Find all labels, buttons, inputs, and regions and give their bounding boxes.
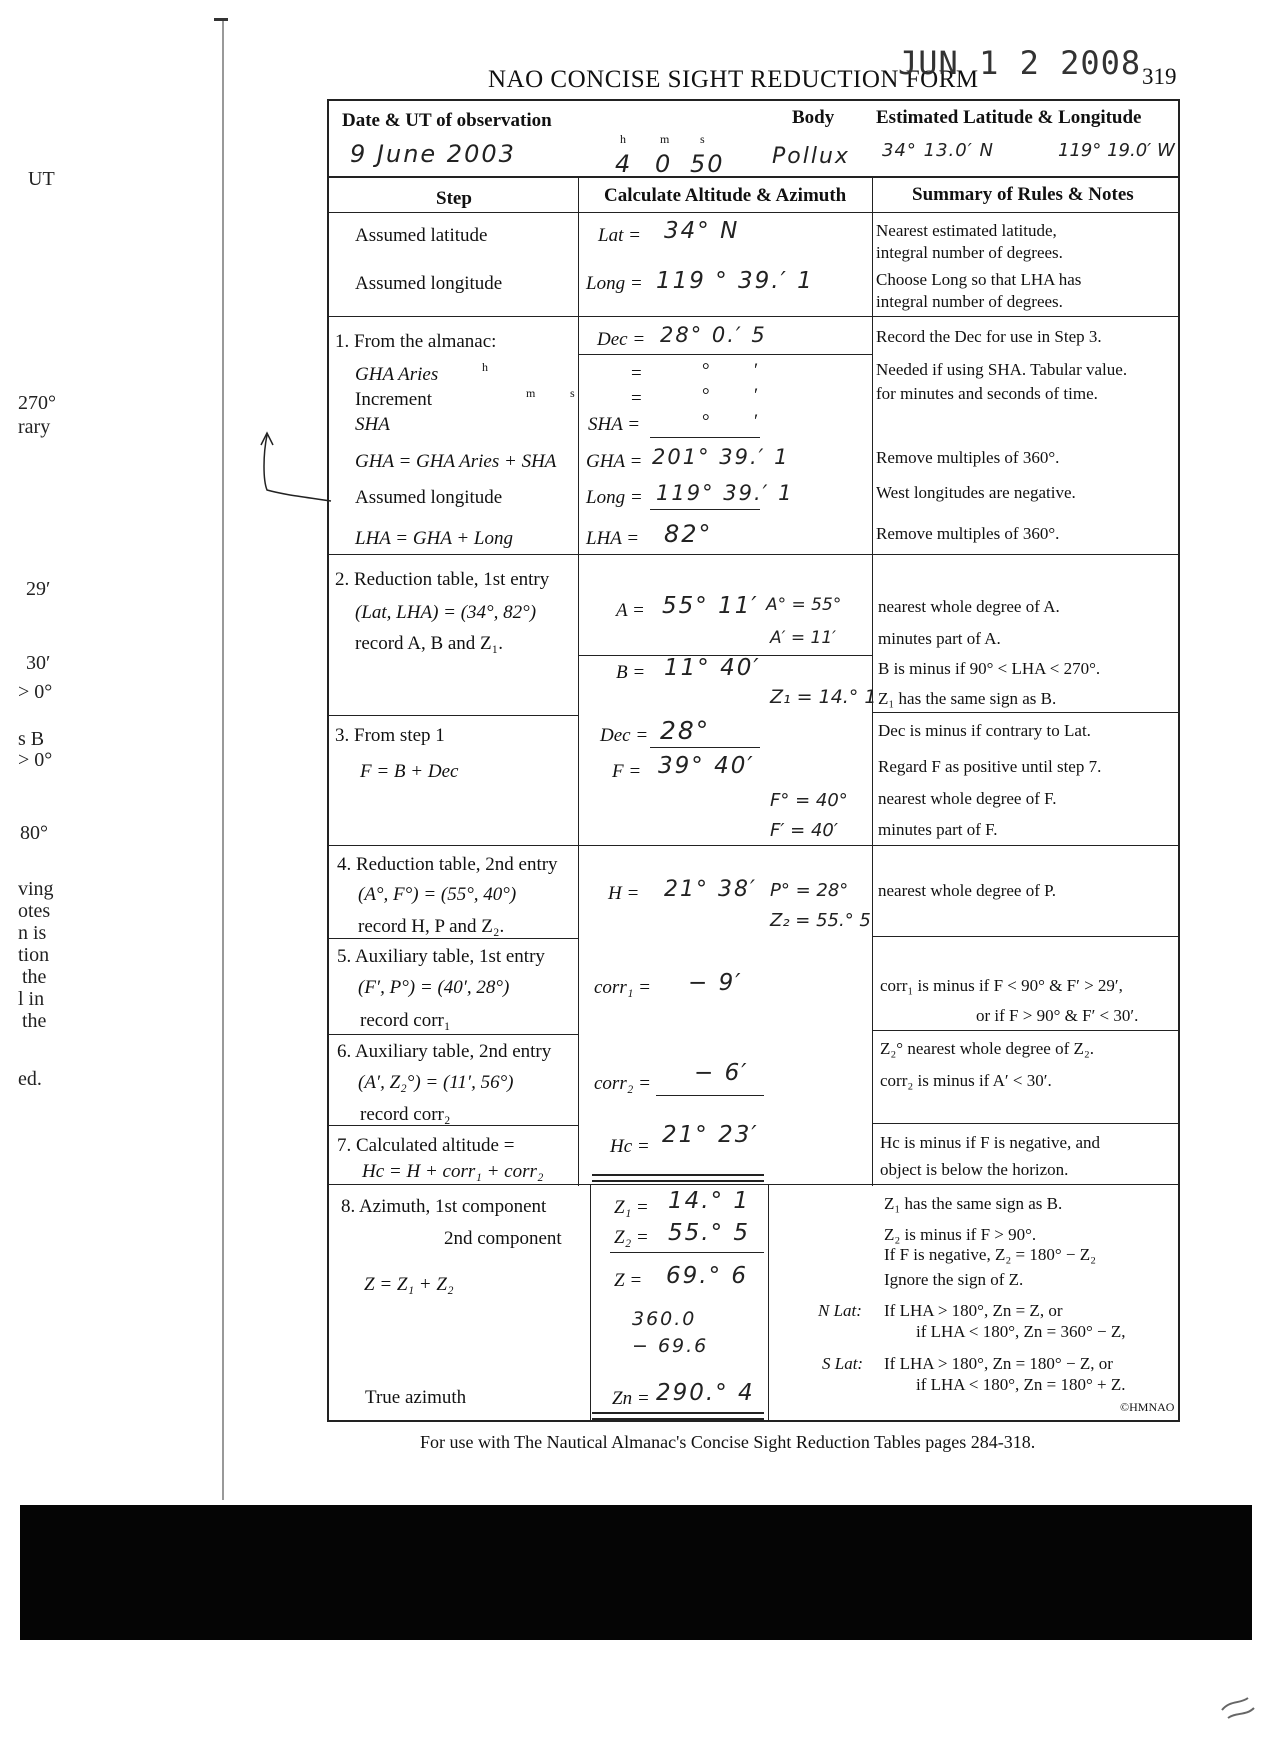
- sum-underline: [656, 1095, 764, 1096]
- rule-text: nearest whole degree of A.: [878, 597, 1060, 616]
- step6-entry: (A′, Z₂°) = (11′, 56°): [358, 1072, 514, 1093]
- corr2-value: − 6′: [694, 1060, 749, 1086]
- handwritten-arrow-icon: [255, 425, 335, 505]
- grid-line: [327, 938, 578, 939]
- body-label: Body: [792, 107, 835, 128]
- gha-aries-label: GHA Aries: [355, 364, 439, 385]
- step4-title: 4. Reduction table, 2nd entry: [337, 854, 558, 875]
- sha-label: SHA: [355, 414, 390, 435]
- corr2-eq: corr₂ =: [594, 1073, 651, 1094]
- rule-text: Z₁ has the same sign as B.: [878, 689, 1057, 708]
- assumed-longitude-label: Assumed longitude: [355, 487, 503, 508]
- a-degree: A° = 55°: [766, 595, 842, 615]
- rule-text: nearest whole degree of P.: [878, 881, 1056, 900]
- grid-line: [578, 176, 579, 1186]
- step2-entry: (Lat, LHA) = (34°, 82°): [355, 602, 537, 623]
- grid-line: [590, 1184, 591, 1422]
- date-stamp: JUN 1 2 2008: [898, 44, 1142, 82]
- total-double-underline: [592, 1174, 764, 1182]
- rule-text: corr₂ is minus if A′ < 30′.: [880, 1071, 1052, 1090]
- grid-line: [327, 715, 578, 716]
- date-value: 9 June 2003: [350, 140, 516, 168]
- eq-sign: =: [631, 363, 642, 384]
- sum-underline: [650, 747, 760, 748]
- assumed-lat-value: 34° N: [664, 218, 740, 244]
- calc-note: − 69.6: [632, 1335, 709, 1357]
- grid-line: [327, 845, 1180, 846]
- assumed-latitude-label: Assumed latitude: [355, 225, 488, 246]
- gha-value: 201° 39.′ 1: [652, 445, 790, 469]
- zn-eq: Zn =: [612, 1388, 650, 1409]
- ut-seconds: 50: [690, 150, 725, 178]
- rule-text: corr₁ is minus if F < 90° & F′ > 29′,: [880, 976, 1123, 995]
- est-longitude-value: 119° 19.0′ W: [1058, 140, 1175, 161]
- rule-text: West longitudes are negative.: [876, 483, 1076, 502]
- deg-mark: °: [702, 411, 710, 432]
- rule-text: B is minus if 90° < LHA < 270°.: [878, 659, 1101, 678]
- margin-text: ed.: [18, 1068, 42, 1090]
- assumed-long-value: 119 ° 39.′ 1: [656, 268, 814, 294]
- rule-text: integral number of degrees.: [876, 292, 1063, 311]
- minutes-unit: m: [660, 132, 670, 146]
- rule-text: minutes part of F.: [878, 820, 998, 839]
- step6-title: 6. Auxiliary table, 2nd entry: [337, 1041, 552, 1062]
- est-lat-long-label: Estimated Latitude & Longitude: [876, 107, 1142, 128]
- gha-formula: GHA = GHA Aries + SHA: [355, 451, 557, 472]
- f-degree: F° = 40°: [770, 790, 848, 811]
- a-eq: A =: [616, 600, 645, 621]
- margin-text: l in: [18, 988, 45, 1010]
- step4-entry: (A°, F°) = (55°, 40°): [358, 884, 517, 905]
- ut-hours: 4: [615, 150, 633, 178]
- gha-eq: GHA =: [586, 451, 643, 472]
- sha-eq: SHA =: [588, 414, 641, 435]
- rule-text: nearest whole degree of F.: [878, 789, 1057, 808]
- h-eq: H =: [608, 883, 640, 904]
- true-azimuth-label: True azimuth: [365, 1387, 467, 1408]
- grid-line: [327, 99, 1180, 101]
- rule-text: minutes part of A.: [878, 629, 1001, 648]
- z2-value: Z₂ = 55.° 5: [770, 910, 871, 931]
- step7-title: 7. Calculated altitude =: [337, 1135, 515, 1156]
- page-number: 319: [1142, 64, 1177, 89]
- margin-text: s B: [18, 728, 45, 750]
- rule-text: if LHA < 180°, Zn = 180° + Z.: [916, 1375, 1126, 1394]
- margin-text: rary: [18, 416, 51, 438]
- b-eq: B =: [616, 662, 646, 683]
- long-eq: Long =: [586, 487, 643, 508]
- step5-entry: (F′, P°) = (40′, 28°): [358, 977, 510, 998]
- rule-text: for minutes and seconds of time.: [876, 384, 1098, 403]
- step4-record: record H, P and Z₂.: [358, 916, 505, 937]
- grid-line: [872, 936, 1180, 937]
- est-latitude-value: 34° 13.0′ N: [882, 140, 994, 161]
- step7-formula: Hc = H + corr₁ + corr₂: [362, 1161, 544, 1182]
- step6-record: record corr₂: [360, 1104, 451, 1125]
- rule-text: Z₂° nearest whole degree of Z₂.: [880, 1039, 1095, 1058]
- rules-column-header: Summary of Rules & Notes: [912, 184, 1134, 205]
- rule-text: Z₁ has the same sign as B.: [884, 1194, 1063, 1213]
- corr1-eq: corr₁ =: [594, 977, 651, 998]
- h-value: 21° 38′: [664, 877, 757, 902]
- increment-label: Increment: [355, 389, 433, 410]
- grid-line: [578, 354, 872, 355]
- form-title: NAO CONCISE SIGHT REDUCTION FORM: [488, 66, 979, 93]
- dec-value: 28°: [660, 716, 711, 745]
- s-lat-label: S Lat:: [822, 1354, 864, 1373]
- scan-black-bar: [20, 1505, 1252, 1640]
- rule-text: if LHA < 180°, Zn = 360° − Z,: [916, 1322, 1126, 1341]
- minutes-unit: m: [526, 386, 536, 400]
- total-double-underline: [592, 1412, 764, 1420]
- margin-text: the: [22, 1010, 47, 1032]
- deg-mark: °: [702, 385, 710, 406]
- rule-text: Ignore the sign of Z.: [884, 1270, 1024, 1289]
- min-mark: ′: [754, 385, 759, 406]
- grid-line: [327, 176, 1180, 178]
- step5-title: 5. Auxiliary table, 1st entry: [337, 946, 545, 967]
- copyright-mark: ©HMNAO: [1120, 1400, 1175, 1414]
- page-fold-line: [222, 20, 224, 1500]
- step8-second-component: 2nd component: [444, 1228, 562, 1249]
- z-eq: Z =: [614, 1270, 643, 1291]
- rule-text: If LHA > 180°, Zn = 180° − Z, or: [884, 1354, 1113, 1373]
- rule-text: Remove multiples of 360°.: [876, 448, 1060, 467]
- a-minutes: A′ = 11′: [770, 628, 837, 648]
- margin-text: n is: [18, 922, 47, 944]
- grid-line: [872, 1030, 1180, 1031]
- grid-line: [327, 1034, 578, 1035]
- f-minutes: F′ = 40′: [770, 820, 838, 841]
- rule-text: Regard F as positive until step 7.: [878, 757, 1102, 776]
- step2-title: 2. Reduction table, 1st entry: [335, 569, 550, 590]
- page-fold-mark: [214, 18, 228, 21]
- calc-column-header: Calculate Altitude & Azimuth: [604, 185, 847, 206]
- step5-record: record corr₁: [360, 1010, 451, 1031]
- b-value: 11° 40′: [664, 655, 761, 681]
- step8-title: 8. Azimuth, 1st component: [341, 1196, 547, 1217]
- long-value: 119° 39.′ 1: [656, 481, 794, 505]
- rule-text: Record the Dec for use in Step 3.: [876, 327, 1102, 346]
- grid-line: [327, 554, 1180, 555]
- staple-mark-icon: [1218, 1690, 1258, 1730]
- sum-underline: [650, 509, 760, 510]
- step8-formula: Z = Z₁ + Z₂: [364, 1274, 454, 1295]
- rule-text: Choose Long so that LHA has: [876, 270, 1082, 289]
- margin-text: 30′: [26, 652, 51, 674]
- margin-text: otes: [18, 900, 51, 922]
- rule-text: If LHA > 180°, Zn = Z, or: [884, 1301, 1063, 1320]
- rule-text: object is below the horizon.: [880, 1160, 1069, 1179]
- sum-underline: [610, 1252, 764, 1253]
- margin-text: 80°: [20, 822, 48, 844]
- grid-line: [327, 1184, 1180, 1185]
- step3-title: 3. From step 1: [335, 725, 445, 746]
- sum-underline: [650, 437, 760, 438]
- calc-note: 360.0: [632, 1308, 697, 1330]
- seconds-unit: s: [700, 132, 705, 146]
- z1-value: 14.° 1: [668, 1188, 751, 1214]
- min-mark: ′: [754, 360, 759, 381]
- rule-text: integral number of degrees.: [876, 243, 1063, 262]
- grid-line: [1178, 99, 1180, 1422]
- rule-text: or if F > 90° & F′ < 30′.: [976, 1006, 1139, 1025]
- body-value: Pollux: [772, 144, 850, 169]
- z1-eq: Z₁ =: [614, 1197, 649, 1218]
- lat-eq: Lat =: [598, 225, 641, 246]
- lha-formula: LHA = GHA + Long: [355, 528, 513, 549]
- seconds-unit: s: [570, 386, 575, 400]
- min-mark: ′: [754, 411, 759, 432]
- n-lat-label: N Lat:: [818, 1301, 862, 1320]
- zn-value: 290.° 4: [656, 1380, 755, 1406]
- dec-eq: Dec =: [597, 329, 646, 350]
- margin-text: > 0°: [18, 681, 53, 703]
- dec-value: 28° 0.′ 5: [660, 323, 767, 347]
- hours-unit: h: [482, 360, 488, 374]
- grid-line: [872, 176, 873, 1186]
- margin-text: tion: [18, 944, 50, 966]
- rule-text: Z₂ is minus if F > 90°.: [884, 1225, 1037, 1244]
- dec-eq: Dec =: [600, 725, 649, 746]
- grid-line: [768, 1184, 769, 1422]
- rule-text: If F is negative, Z₂ = 180° − Z₂: [884, 1245, 1097, 1264]
- step1-title: 1. From the almanac:: [335, 331, 497, 352]
- p-value: P° = 28°: [770, 880, 849, 901]
- step-column-header: Step: [436, 188, 472, 209]
- margin-text: 29′: [26, 578, 51, 600]
- f-value: 39° 40′: [658, 753, 755, 779]
- step3-formula: F = B + Dec: [360, 761, 459, 782]
- lha-value: 82°: [664, 520, 713, 548]
- date-ut-label: Date & UT of observation: [342, 110, 552, 131]
- rule-text: Remove multiples of 360°.: [876, 524, 1060, 543]
- deg-mark: °: [702, 360, 710, 381]
- rule-text: Hc is minus if F is negative, and: [880, 1133, 1101, 1152]
- grid-line: [327, 1420, 1180, 1422]
- z-value: 69.° 6: [666, 1263, 749, 1289]
- a-value: 55° 11′: [662, 593, 759, 619]
- eq-sign: =: [631, 388, 642, 409]
- f-eq: F =: [612, 761, 642, 782]
- margin-text: the: [22, 966, 47, 988]
- margin-text: > 0°: [18, 749, 53, 771]
- rule-text: Nearest estimated latitude,: [876, 221, 1057, 240]
- margin-text: ving: [18, 878, 54, 900]
- rule-text: Dec is minus if contrary to Lat.: [878, 721, 1091, 740]
- step2-record: record A, B and Z₁.: [355, 633, 504, 654]
- lha-eq: LHA =: [586, 528, 640, 549]
- z1-value: Z₁ = 14.° 1: [770, 686, 877, 708]
- z2-eq: Z₂ =: [614, 1227, 649, 1248]
- grid-line: [327, 99, 329, 1422]
- corr1-value: − 9′: [688, 970, 743, 996]
- margin-text: UT: [28, 168, 55, 190]
- z2-value: 55.° 5: [668, 1220, 751, 1246]
- grid-line: [327, 316, 1180, 317]
- grid-line: [872, 1123, 1180, 1124]
- grid-line: [872, 712, 1180, 713]
- rule-text: Needed if using SHA. Tabular value.: [876, 360, 1128, 379]
- hc-eq: Hc =: [610, 1136, 650, 1157]
- hc-value: 21° 23′: [662, 1122, 759, 1148]
- ut-minutes: 0: [655, 150, 673, 178]
- hours-unit: h: [620, 132, 626, 146]
- margin-text: 270°: [18, 392, 56, 414]
- footer-note: For use with The Nautical Almanac's Concise Sight Reduction Tables pages 284-318.: [420, 1432, 1036, 1452]
- long-eq: Long =: [586, 273, 643, 294]
- grid-line: [327, 212, 1180, 213]
- assumed-longitude-label: Assumed longitude: [355, 273, 503, 294]
